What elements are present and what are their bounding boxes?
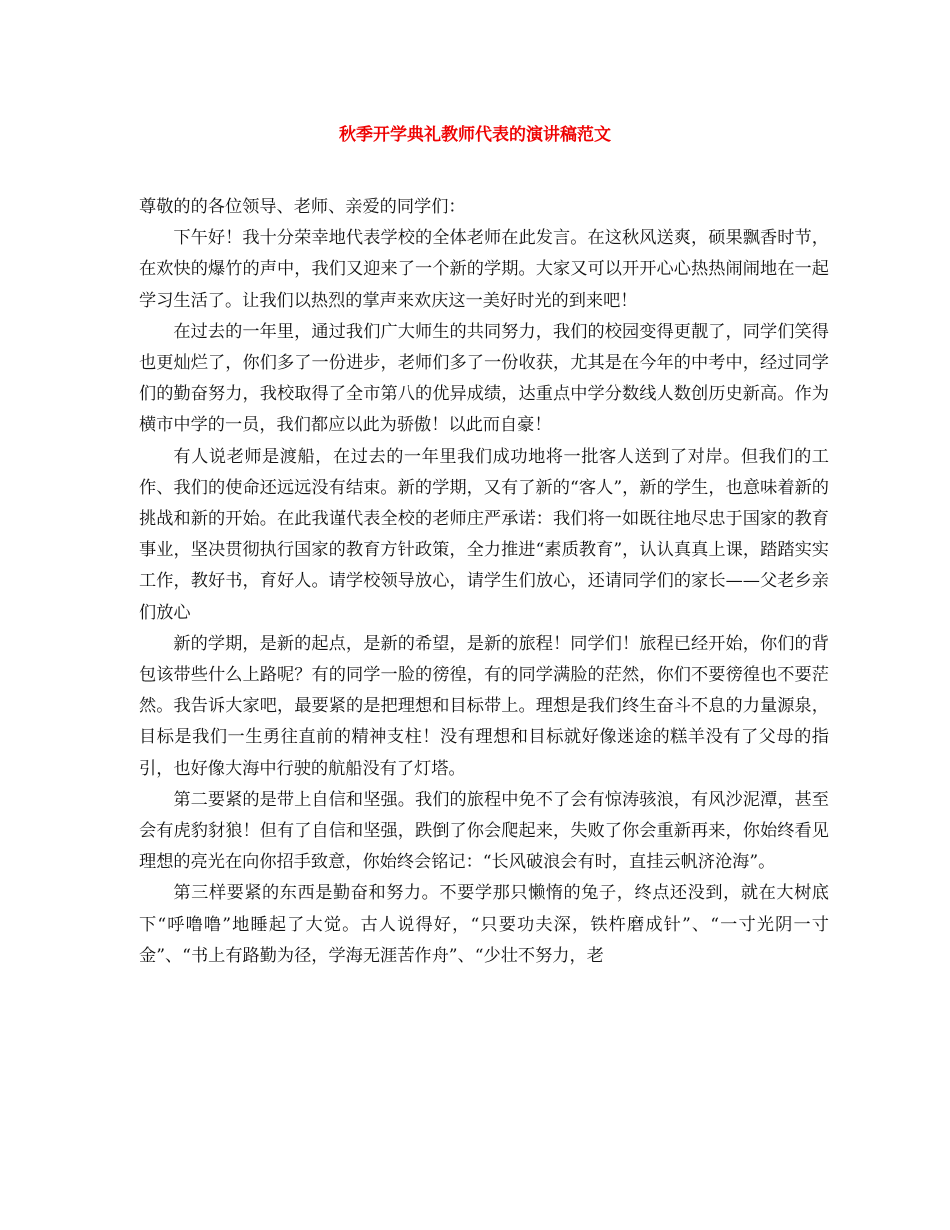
paragraph-1: 下午好！我十分荣幸地代表学校的全体老师在此发言。在这秋风送爽，硕果飘香时节，在欢快的爆竹的声中，我们又迎来了一个新的学期。大家又可以开开心心热热闹闹地在一起学习生活了。让我们以热烈的掌声来欢庆这一美好时光的到来吧！ <box>139 228 829 311</box>
paragraph-4: 新的学期，是新的起点，是新的希望，是新的旅程！同学们！旅程已经开始，你们的背包该带些什么上路呢？有的同学一脸的徬徨，有的同学满脸的茫然，你们不要徬徨也不要茫然。我告诉大家吧，最要紧的是把理想和目标带上。理想是我们终生奋斗不息的力量源泉，目标是我们一生勇往直前的精神支柱！没有理想和目标就好像迷途的糕羊没有了父母的指引，也好像大海中行驶的航船没有了灯塔。 <box>139 633 829 779</box>
paragraph-2: 在过去的一年里，通过我们广大师生的共同努力，我们的校园变得更靓了，同学们笑得也更灿烂了，你们多了一份进步，老师们多了一份收获，尤其是在今年的中考中，经过同学们的勤奋努力，我校取得了全市第八的优异成绩，达重点中学分数线人数创历史新高。作为横市中学的一员，我们都应以此为骄傲！以此而自豪！ <box>139 321 829 436</box>
document-title: 秋季开学典礼教师代表的演讲稿范文 <box>339 125 611 145</box>
paragraph-3: 有人说老师是渡船，在过去的一年里我们成功地将一批客人送到了对岸。但我们的工作、我们的使命还远远没有结束。新的学期，又有了新的“客人”，新的学生，也意味着新的挑战和新的开始。在此我谨代表全校的老师庄严承诺：我们将一如既往地尽忠于国家的教育事业，坚决贯彻执行国家的教育方针政策，全力推进“素质教育”，认认真真上课，踏踏实实工作，教好书，育好人。请学校领导放心，请学生们放心，还请同学们的家长——父老乡亲们放心 <box>139 446 829 623</box>
paragraph-6: 第三样要紧的东西是勤奋和努力。不要学那只懒惰的兔子，终点还没到，就在大树底下“呼噜噜”地睡起了大觉。古人说得好，“只要功夫深，铁杵磨成针”、“一寸光阴一寸金”、“书上有路勤为径，学海无涯苦作舟”、“少壮不努力，老 <box>139 883 829 966</box>
document-body <box>139 192 829 972</box>
paragraph-5: 第二要紧的是带上自信和坚强。我们的旅程中免不了会有惊涛骇浪，有风沙泥潭，甚至会有虎豹豺狼！但有了自信和坚强，跌倒了你会爬起来，失败了你会重新再来，你始终看见理想的亮光在向你招手致意，你始终会铭记：“长风破浪会有时，直挂云帆济沧海”。 <box>139 789 829 873</box>
salutation: 尊敬的的各位领导、老师、亲爱的同学们： <box>139 197 466 217</box>
